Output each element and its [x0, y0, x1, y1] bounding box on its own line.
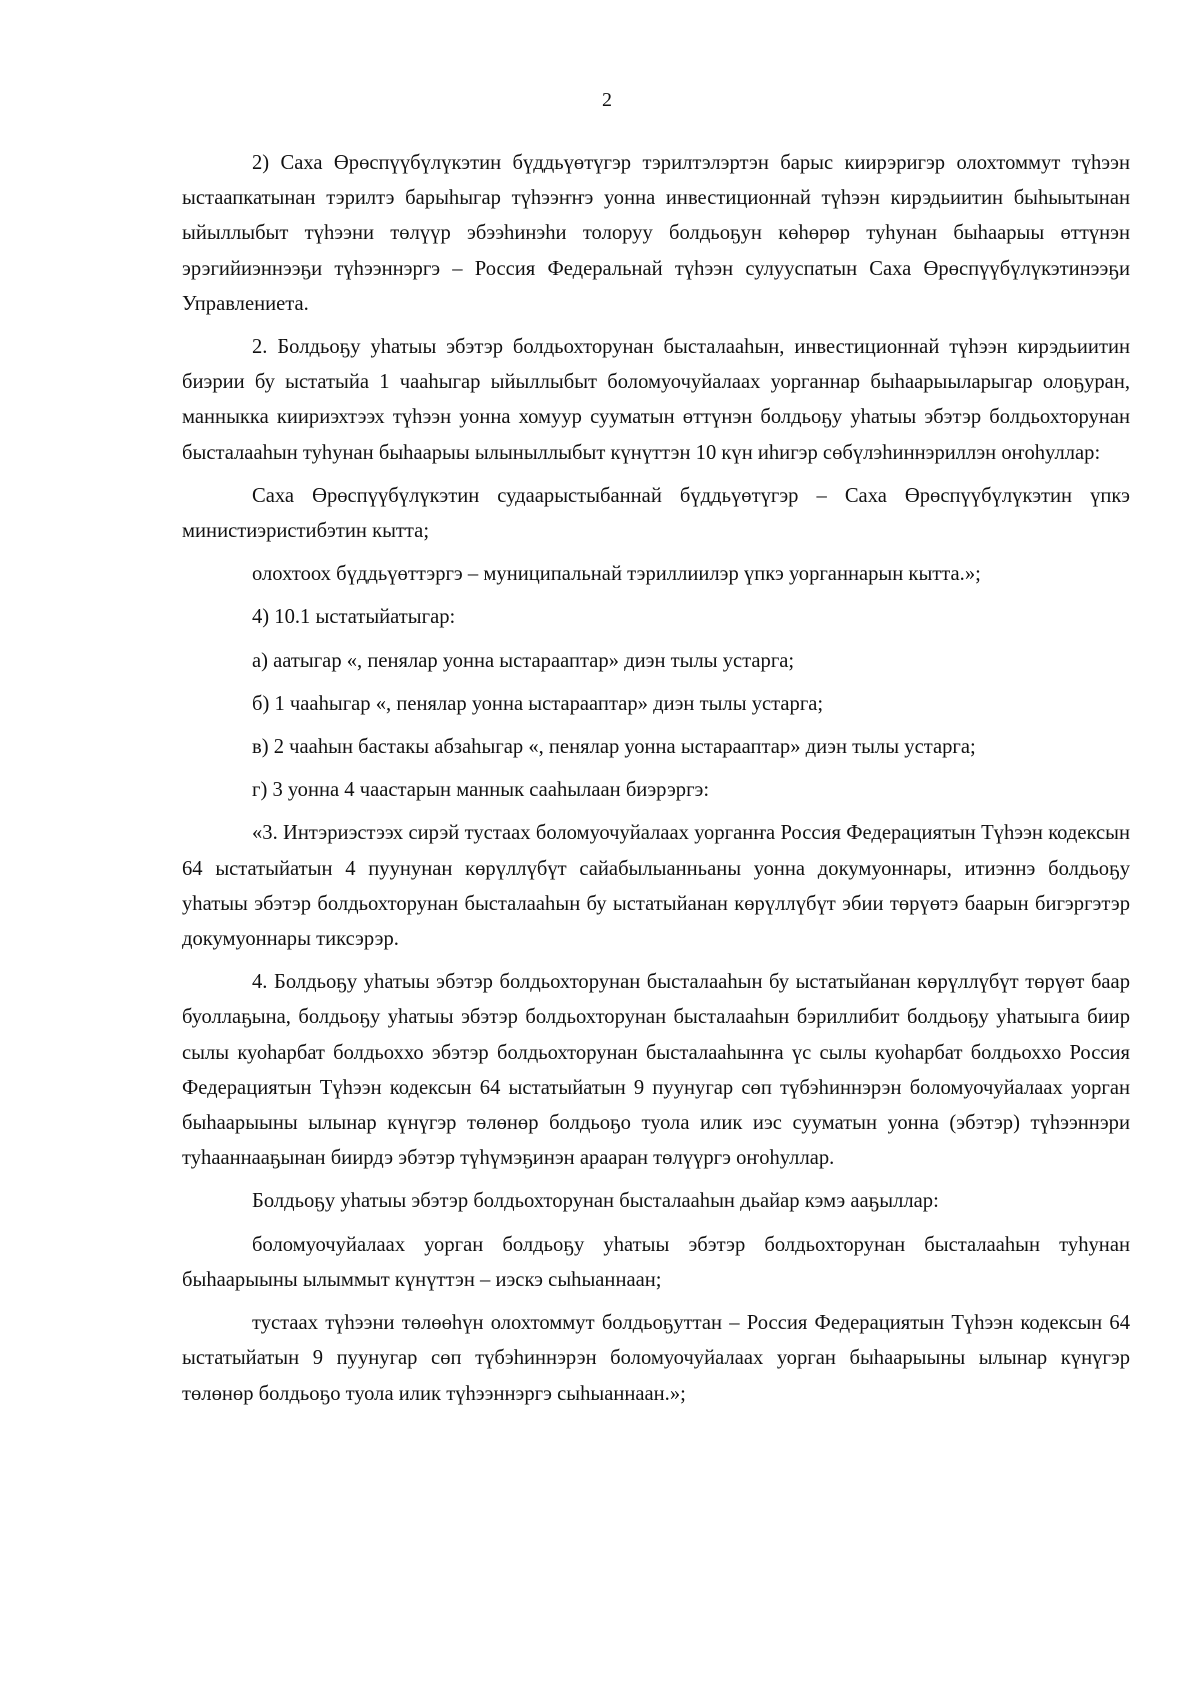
document-body [182, 146, 1130, 1412]
paragraph-debt-relation: боломуочуйалаах уорган болдьоҕу уһатыы эбэтэр болдьохторунан бысталааһын туһунан быһаарыыны ылыммыт күнүттэн – иэскэ сыһыаннаан; [182, 1233, 1130, 1291]
paragraph-item-4: 4) 10.1 ыстатыйатыгар: [252, 606, 456, 629]
paragraph-subitem-a: а) аатыгар «, пенялар уонна ыстарааптар» диэн тылы устарга; [252, 649, 795, 672]
paragraph-subitem-v: в) 2 чааһын бастакы абзаһыгар «, пенялар уонна ыстарааптар» диэн тылы устарга; [252, 736, 976, 759]
paragraph-validity-period: Болдьоҕу уһатыы эбэтэр болдьохторунан бысталааһын дьайар кэмэ ааҕыллар: [252, 1190, 939, 1213]
paragraph-item-2: 2) Саха Өрөспүүбүлүкэтин бүддьүөтүгэр тэрилтэлэртэн барыс киирэригэр олохтоммут түһээн ыстаапкатынан тэрилтэ барыһыгар түһээҥҥэ уонна инвестиционнай түһээн кирэдьиитин быһыытынан ыйыллыбыт түһээни төлүүр эбээһинэһи толоруу болдьоҕун көһөрөр туһунан быһаарыы өттүнэн эрэгийиэннээҕи түһээннэргэ – Россия Федеральнай түһээн сулууспатын Саха Өрөспүүбүлүкэтинээҕи Управлениета. [182, 152, 1130, 315]
page-number: 2 [602, 89, 612, 111]
paragraph-section-2: 2. Болдьоҕу уһатыы эбэтэр болдьохторунан бысталааһын, инвестиционнай түһээн кирэдьиитин биэрии бу ыстатыйа 1 чааһыгар ыйыллыбыт боломуочуйалаах уорганнар быһаарыыларыгар олоҕуран, манныкка киириэхтээх түһээн уонна хомуур сууматын өттүнэн болдьоҕу уһатыы эбэтэр болдьохторунан бысталааһын туһунан быһаарыы ылыныллыбыт күнүттэн 10 күн иһигэр сөбүлэһиннэриллэн оҥоһуллар: [182, 336, 1130, 464]
paragraph-local-budgets: олохтоох бүддьүөттэргэ – муниципальнай тэриллиилэр үпкэ уорганнарын кытта.»; [252, 563, 981, 586]
paragraph-part-3: «3. Интэриэстээх сирэй тустаах боломуочуйалаах уорганҥа Россия Федерациятын Түһээн кодексын 64 ыстатыйатын 4 пуунунан көрүллүбүт сайабылыанньаны уонна докумуоннары, итиэннэ болдьоҕу уһатыы эбэтэр болдьохторунан бысталааһын бу ыстатыйанан көрүллүбүт эбии төрүөтэ баарын бигэргэтэр докумуоннары тиксэрэр. [182, 822, 1130, 951]
paragraph-subitem-g: г) 3 уонна 4 чаастарын маннык сааһылаан биэрэргэ: [252, 779, 710, 802]
paragraph-republic-budget: Саха Өрөспүүбүлүкэтин судаарыстыбаннай бүддьүөтүгэр – Саха Өрөспүүбүлүкэтин үпкэ министиэристибэтин кытта; [182, 484, 1130, 543]
paragraph-subitem-b: б) 1 чааһыгар «, пенялар уонна ыстарааптар» диэн тылы устарга; [252, 692, 824, 715]
paragraph-tax-relation: тустаах түһээни төлөөһүн олохтоммут болдьоҕуттан – Россия Федерациятын Түһээн кодексын 64 ыстатыйатын 9 пуунугар сөп түбэһиннэрэн боломуочуйалаах уорган быһаарыыны ылынар күнүгэр төлөнөр болдьоҕо туола илик түһээннэргэ сыһыаннаан.»; [182, 1312, 1130, 1405]
paragraph-part-4: 4. Болдьоҕу уһатыы эбэтэр болдьохторунан бысталааһын бу ыстатыйанан көрүллүбүт төрүөт баар буоллаҕына, болдьоҕу уһатыы эбэтэр болдьохторунан бысталааһын бэриллибит болдьоҕу уһатыыга биир сылы куоһарбат болдьоххо эбэтэр болдьохторунан бысталааһынҥа үс сылы куоһарбат болдьоххо Россия Федерациятын Түһээн кодексын 64 ыстатыйатын 9 пуунугар сөп түбэһиннэрэн боломуочуйалаах уорган быһаарыыны ылынар күнүгэр төлөнөр болдьоҕо туола илик иэс сууматын уонна (эбэтэр) түһээннэри туһааннааҕынан биирдэ эбэтэр түһүмэҕинэн арааран төлүүргэ оҥоһуллар. [182, 971, 1130, 1170]
